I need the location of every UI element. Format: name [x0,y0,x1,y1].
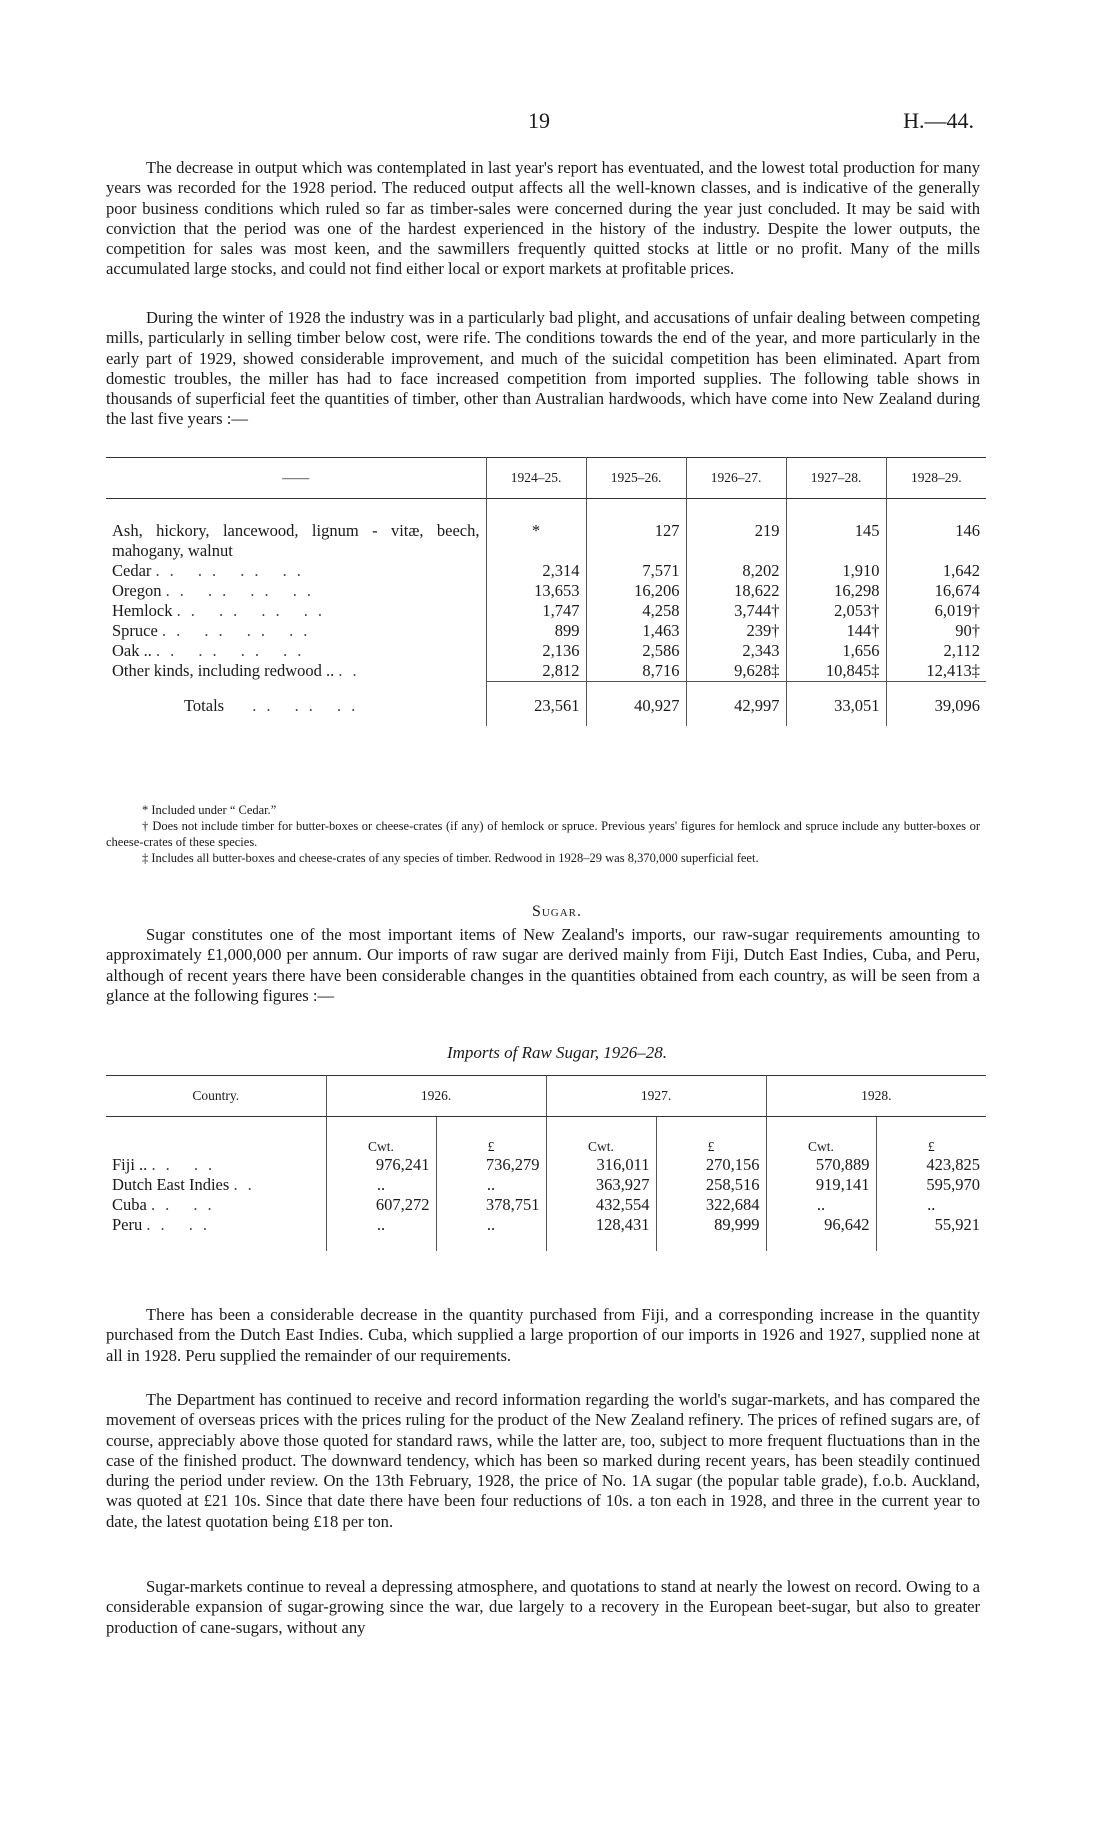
totals-label: Totals [184,695,225,715]
table-cell: .. [436,1175,546,1195]
table-cell: 16,298 [786,581,886,601]
totals-cell: 40,927 [586,682,686,727]
table-cell: 1,463 [586,621,686,641]
table-cell: 2,112 [886,641,986,661]
leader-dots: .. [233,1175,262,1194]
table-cell: 2,314 [486,561,586,581]
paragraph-sugar-prices: The Department has continued to receive and record information regarding the world's sugar-markets, and has compared the movement of overseas prices with the prices ruling for the product of the New Zealand refinery. The prices of refined sugars are, of course, appreciably above those quoted for standard raws, while the latter are, too, subject to more frequent fluctuations than in the case of the finished product. The downward tendency, which has been so marked during recent years, has been steadily continued during the period under review. On the 13th February, 1928, the price of No. 1A sugar (the popular table grade), f.o.b. Auckland, was quoted at £21 10s. Since that date there have been four reductions of 10s. a ton each in 1928, and three in the current year to date, the latest quotation being £18 per ton. [106,1390,980,1531]
table-cell: 919,141 [766,1175,876,1195]
table-row [106,1195,986,1215]
table-cell: 270,156 [656,1155,766,1175]
year-header: 1928. [766,1076,986,1117]
row-label-cell [106,561,486,581]
table-row [106,601,986,621]
table-header-row [106,1076,986,1117]
totals-label-cell [106,682,486,727]
country-cell [106,1155,326,1175]
table-cell: 736,279 [436,1155,546,1175]
table-cell: 16,674 [886,581,986,601]
country-cell [106,1175,326,1195]
table-cell: 8,716 [586,661,686,682]
table-cell: 13,653 [486,581,586,601]
table-cell: 976,241 [326,1155,436,1175]
table-row [106,1155,986,1175]
row-label: Hemlock [112,601,173,620]
table-cell: 322,684 [656,1195,766,1215]
units-row [106,1139,986,1155]
totals-row [106,682,986,727]
row-label: Cedar [112,561,152,580]
totals-cell: 42,997 [686,682,786,727]
table-cell: .. [876,1195,986,1215]
paragraph-output-decrease: The decrease in output which was contemplated in last year's report has eventuated, and the lowest total production for many years was recorded for the 1928 period. The reduced output affects all the well-known classes, and is indicative of the generally poor business conditions which ruled so far as timber-sales were concerned during the year just concluded. It may be said with conviction that the period was one of the hardest experienced in the history of the industry. Despite the lower outputs, the competition for sales was most keen, and the sawmillers frequently quitted stocks at little or no profit. Many of the mills accumulated large stocks, and could not find either local or export markets at profitable prices. [106,158,980,279]
table-cell: 432,554 [546,1195,656,1215]
table-cell: 55,921 [876,1215,986,1251]
table-cell: 8,202 [686,561,786,581]
column-header: 1925–26. [586,458,686,499]
paragraph-sugar-markets: Sugar-markets continue to reveal a depressing atmosphere, and quotations to stand at nearly the lowest on record. Owing to a considerable expansion of sugar-growing since the war, due largely to a recovery in the European beet-sugar, but also to greater production of cane-sugars, without any [106,1577,980,1637]
table-cell: 145 [786,521,886,561]
row-label-cell [106,621,486,641]
table-cell: 899 [486,621,586,641]
country-cell [106,1215,326,1251]
table-cell: 2,586 [586,641,686,661]
table-cell: 607,272 [326,1195,436,1215]
table-cell: .. [326,1215,436,1251]
row-label: Spruce [112,621,158,640]
table-cell: 10,845‡ [786,661,886,682]
leader-dots: .. [338,661,367,680]
table-cell: 89,999 [656,1215,766,1251]
year-header: 1926. [326,1076,546,1117]
table-cell: 423,825 [876,1155,986,1175]
unit-label: £ [656,1139,766,1155]
table-row [106,561,986,581]
unit-label: Cwt. [546,1139,656,1155]
year-header: 1927. [546,1076,766,1117]
table-cell: 570,889 [766,1155,876,1175]
country-label: Dutch East Indies [112,1175,230,1194]
table-cell: 96,642 [766,1215,876,1251]
table-corner-cell: —— [106,458,486,499]
table-cell: 219 [686,521,786,561]
totals-cell: 39,096 [886,682,986,727]
totals-cell: 23,561 [486,682,586,727]
leader-dots: .. .. [151,1155,223,1174]
table-cell: 239† [686,621,786,641]
footnote-asterisk: * Included under “ Cedar.” [142,803,277,817]
column-header: 1926–27. [686,458,786,499]
row-label: Ash, hickory, lancewood, lignum - vitæ, beech, mahogany, walnut [112,521,480,560]
table-cell: 2,136 [486,641,586,661]
table-cell: 90† [886,621,986,641]
table-cell: 128,431 [546,1215,656,1251]
table-cell: 1,747 [486,601,586,621]
table-cell: 146 [886,521,986,561]
unit-label: Cwt. [326,1139,436,1155]
row-label-cell [106,601,486,621]
table-cell: 2,812 [486,661,586,682]
table-row [106,521,986,561]
table-row [106,1175,986,1195]
sugar-imports-table [106,1075,986,1251]
table-row [106,641,986,661]
table-cell: 363,927 [546,1175,656,1195]
table-cell: .. [766,1195,876,1215]
table-title: Imports of Raw Sugar, 1926–28. [446,1043,668,1062]
leader-dots: .. .. .. .. [155,561,311,580]
leader-dots: .. .. .. .. [161,621,318,640]
leader-dots: .. .. .. .. [176,601,332,620]
country-cell [106,1195,326,1215]
column-header: 1928–29. [886,458,986,499]
table-cell: 144† [786,621,886,641]
table-cell: 127 [586,521,686,561]
page-reference: H.—44. [903,108,974,133]
table-row [106,621,986,641]
leader-dots: .. .. .. [252,695,366,715]
row-label-cell [106,661,486,682]
table-cell: .. [326,1175,436,1195]
page-number: 19 [528,108,550,133]
table-cell: 258,516 [656,1175,766,1195]
table-cell: 316,011 [546,1155,656,1175]
table-cell: 1,910 [786,561,886,581]
leader-dots: .. .. .. .. [156,641,312,660]
unit-label: Cwt. [766,1139,876,1155]
row-label: Oregon [112,581,162,600]
table-cell: 378,751 [436,1195,546,1215]
row-label-cell [106,641,486,661]
table-cell: 2,053† [786,601,886,621]
paragraph-fiji-decrease: There has been a considerable decrease in the quantity purchased from Fiji, and a corresponding increase in the quantity purchased from the Dutch East Indies. Cuba, which supplied a large proportion of our imports in 1926 and 1927, supplied none at all in 1928. Peru supplied the remainder of our requirements. [106,1305,980,1365]
column-header: 1924–25. [486,458,586,499]
totals-cell: 33,051 [786,682,886,727]
unit-label: £ [436,1139,546,1155]
footnote-dagger: † Does not include timber for butter-boxes or cheese-crates (if any) of hemlock or spruce. Previous years' figures for hemlock and spruce include any butter-boxes or cheese-crates of these species. [106,819,980,849]
table-cell: .. [436,1215,546,1251]
table-cell: 12,413‡ [886,661,986,682]
table-cell: 9,628‡ [686,661,786,682]
country-label: Peru [112,1215,143,1234]
leader-dots: .. .. [146,1215,217,1234]
table-cell: 18,622 [686,581,786,601]
table-cell: 3,744† [686,601,786,621]
table-header-row [106,458,986,499]
timber-imports-table [106,457,986,726]
country-label: Fiji .. [112,1155,148,1174]
column-header: 1927–28. [786,458,886,499]
unit-label: £ [876,1139,986,1155]
leader-dots: .. .. [150,1195,222,1214]
table-cell: 1,642 [886,561,986,581]
paragraph-sugar-intro: Sugar constitutes one of the most important items of New Zealand's imports, our raw-sugar requirements amounting to approximately £1,000,000 per annum. Our imports of raw sugar are derived mainly from Fiji, Dutch East Indies, Cuba, and Peru, although of recent years there have been considerable changes in the quantities obtained from each country, as will be seen from a glance at the following figures :— [106,925,980,1005]
page-header [0,108,1114,136]
section-heading-sugar: Sugar. [531,903,583,920]
table-cell: 6,019† [886,601,986,621]
footnote-double-dagger: ‡ Includes all butter-boxes and cheese-crates of any species of timber. Redwood in 1928–29 was 8,370,000 superficial feet. [142,851,759,865]
country-label: Cuba [112,1195,147,1214]
table-cell: 4,258 [586,601,686,621]
row-label: Other kinds, including redwood .. [112,661,335,680]
row-label: Oak .. [112,641,152,660]
table-cell: 16,206 [586,581,686,601]
leader-dots: .. .. .. .. [165,581,321,600]
table-row [106,581,986,601]
table-row [106,661,986,682]
row-label-cell [106,581,486,601]
table-cell: 7,571 [586,561,686,581]
table-cell: 2,343 [686,641,786,661]
table-cell: 1,656 [786,641,886,661]
table-cell: 595,970 [876,1175,986,1195]
table-row [106,1215,986,1251]
table-cell: * [486,521,586,561]
paragraph-winter-1928: During the winter of 1928 the industry was in a particularly bad plight, and accusations of unfair dealing between competing mills, particularly in selling timber below cost, were rife. The conditions towards the end of the year, and more particularly in the early part of 1929, showed considerable improvement, and much of the suicidal competition has been eliminated. Apart from domestic troubles, the miller has had to face increased competition from imported supplies. The following table shows in thousands of superficial feet the quantities of timber, other than Australian hardwoods, which have come into New Zealand during the last five years :— [106,308,980,429]
country-header: Country. [106,1076,326,1117]
